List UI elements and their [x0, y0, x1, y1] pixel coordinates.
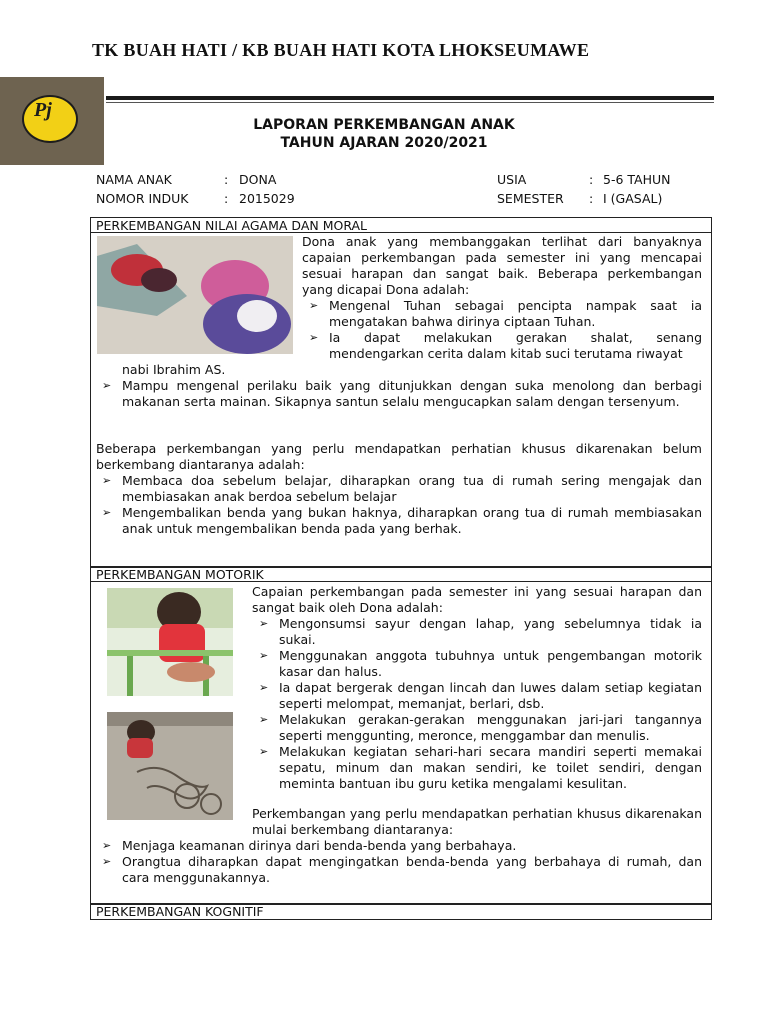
list-item-text: Mengonsumsi sayur dengan lahap, yang sebelumnya tidak ia sukai.	[279, 616, 702, 647]
id-value: 2015029	[239, 191, 295, 206]
list-item-text: Membaca doa sebelum belajar, diharapkan orang tua di rumah sering mengajak dan membiasakan anak berdoa sebelum belajar	[122, 473, 702, 504]
name-value: DONA	[239, 172, 277, 187]
id-label: NOMOR INDUK	[96, 191, 189, 206]
name-label: NAMA ANAK	[96, 172, 172, 187]
arrow-bullet-icon: ➢	[309, 331, 319, 344]
arrow-bullet-icon: ➢	[102, 855, 112, 868]
arrow-bullet-icon: ➢	[102, 506, 112, 519]
motor-intro: Capaian perkembangan pada semester ini yang sesuai harapan dan sangat baik oleh Dona adalah:	[252, 584, 702, 615]
list-item	[102, 854, 702, 886]
semester-separator: :	[589, 191, 594, 206]
list-item	[309, 298, 702, 330]
list-item-text: Menjaga keamanan dirinya dari benda-benda yang berbahaya.	[122, 838, 517, 853]
arrow-bullet-icon: ➢	[102, 379, 112, 392]
arrow-bullet-icon: ➢	[102, 474, 112, 487]
section-cognitive	[90, 903, 712, 920]
list-item-text: Melakukan gerakan-gerakan menggunakan jari-jari tangannya seperti menggunting, meronce, menggambar dan menulis.	[279, 712, 702, 743]
school-name: TK BUAH HATI / KB BUAH HATI KOTA LHOKSEUMAWE	[92, 40, 590, 60]
list-item	[102, 473, 702, 505]
motor-attention-intro: Perkembangan yang perlu mendapatkan perhatian khusus dikarenakan mulai berkembang diantaranya:	[252, 806, 702, 837]
list-item	[259, 744, 702, 792]
age-separator: :	[589, 172, 594, 187]
religion-intro: Dona anak yang membanggakan terlihat dari banyaknya capaian perkembangan pada semester ini yang mencapai sesuai harapan dan sangat baik. Beberapa perkembangan yang dicapai Dona adalah:	[302, 234, 702, 297]
arrow-bullet-icon: ➢	[259, 745, 269, 758]
section-heading: PERKEMBANGAN KOGNITIF	[96, 904, 264, 919]
arrow-bullet-icon: ➢	[259, 713, 269, 726]
photo-children-praying	[97, 236, 293, 354]
arrow-bullet-icon: ➢	[259, 617, 269, 630]
list-item-text: Melakukan kegiatan sehari-hari secara mandiri seperti memakai sepatu, minum dan makan sendiri, ke toilet sendiri, dengan meminta bantuan ibu guru ketika mengalami kesulitan.	[279, 744, 702, 791]
photo-child-climbing	[107, 588, 233, 696]
list-item-text: Menggunakan anggota tubuhnya untuk pengembangan motorik kasar dan halus.	[279, 648, 702, 679]
religion-attention-intro: Beberapa perkembangan yang perlu mendapatkan perhatian khusus dikarenakan belum berkembang diantaranya adalah:	[96, 441, 702, 472]
list-item	[259, 680, 702, 712]
section-heading: PERKEMBANGAN MOTORIK	[91, 567, 711, 582]
list-item	[102, 378, 702, 410]
age-label: USIA	[497, 172, 527, 187]
semester-value: I (GASAL)	[603, 191, 663, 206]
logo-text: Pj	[34, 99, 52, 121]
header-rule-thin	[106, 102, 714, 103]
list-item-text: Ia dapat bergerak dengan lincah dan luwes dalam setiap kegiatan seperti melompat, memanjat, berlari, dsb.	[279, 680, 702, 711]
list-item-text: Orangtua diharapkan dapat mengingatkan benda-benda yang berbahaya di rumah, dan cara menggunakannya.	[122, 854, 702, 885]
semester-label: SEMESTER	[497, 191, 564, 206]
list-item	[102, 505, 702, 537]
list-item-continuation: nabi Ibrahim AS.	[122, 362, 226, 377]
arrow-bullet-icon: ➢	[102, 839, 112, 852]
arrow-bullet-icon: ➢	[309, 299, 319, 312]
list-item-text: Ia dapat melakukan gerakan shalat, senang mendengarkan cerita dalam kitab suci terutama riwayat	[329, 330, 702, 361]
list-item-text: Mengembalikan benda yang bukan haknya, diharapkan orang tua di rumah membiasakan anak untuk mengembalikan benda pada yang berhak.	[122, 505, 702, 536]
photo-child-drawing	[107, 712, 233, 820]
list-item-text: Mampu mengenal perilaku baik yang ditunjukkan dengan suka menolong dan berbagi makanan serta mainan. Sikapnya santun selalu mengucapkan salam dengan tersenyum.	[122, 378, 702, 409]
section-heading: PERKEMBANGAN NILAI AGAMA DAN MORAL	[91, 218, 711, 233]
list-item	[259, 712, 702, 744]
name-separator: :	[224, 172, 229, 187]
list-item	[259, 616, 702, 648]
report-title: LAPORAN PERKEMBANGAN ANAK	[253, 117, 515, 133]
report-subtitle: TAHUN AJARAN 2020/2021	[280, 135, 488, 151]
list-item-text: Mengenal Tuhan sebagai pencipta nampak saat ia mengatakan bahwa dirinya ciptaan Tuhan.	[329, 298, 702, 329]
id-separator: :	[224, 191, 229, 206]
list-item	[259, 648, 702, 680]
arrow-bullet-icon: ➢	[259, 681, 269, 694]
arrow-bullet-icon: ➢	[259, 649, 269, 662]
list-item	[102, 838, 702, 854]
list-item	[309, 330, 702, 362]
age-value: 5-6 TAHUN	[603, 172, 671, 187]
header-rule	[106, 96, 714, 100]
